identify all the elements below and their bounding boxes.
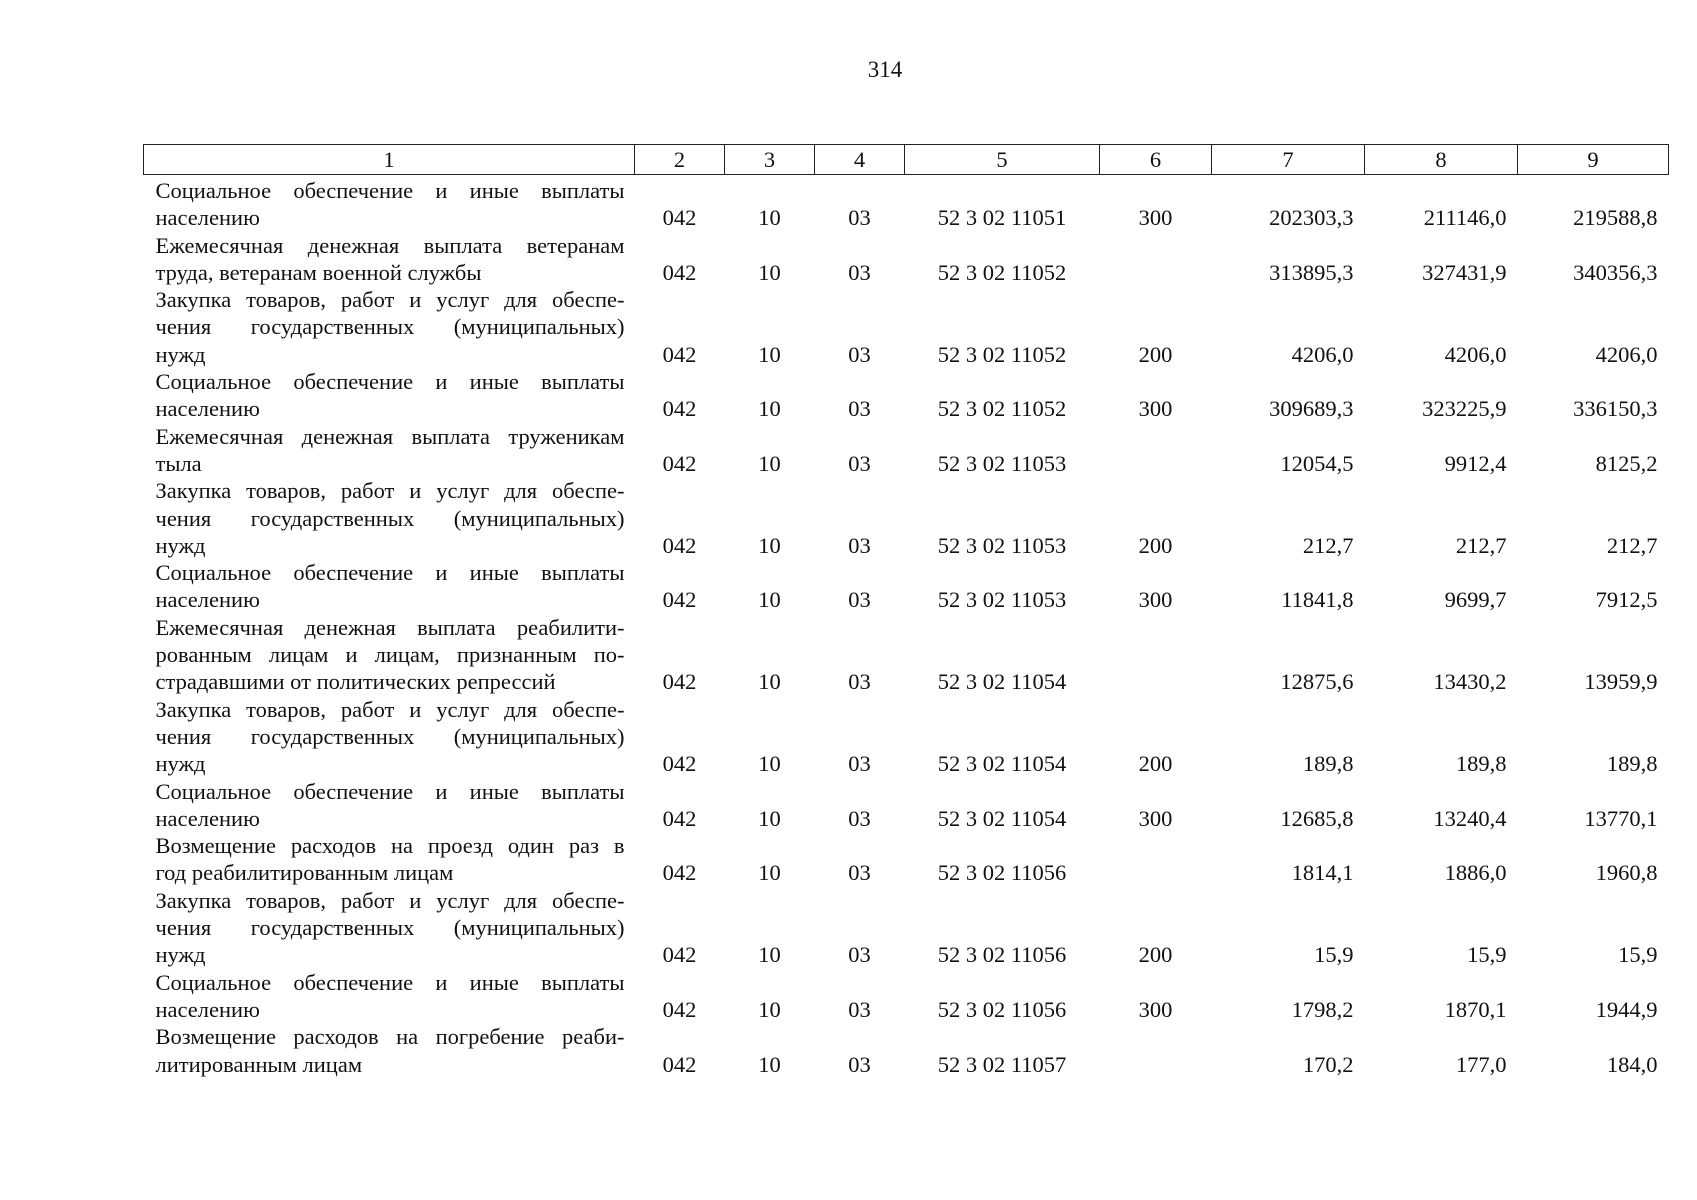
cell-amount-year2: 13240,4 [1433,805,1507,831]
cell-ministry: 042 [662,587,697,613]
item-name-line: населению [155,805,260,831]
cell-expense-type [1100,423,1212,478]
cell-subsection: 03 [848,341,871,367]
table-row [144,423,1669,478]
cell-subsection: 03 [848,751,871,777]
cell-ministry: 042 [662,532,697,558]
cell-item-name [144,477,635,559]
cell-target-article: 52 3 02 11052 [937,341,1067,367]
cell-item-name [144,832,635,887]
table-row [144,232,1669,287]
cell-section: 10 [758,805,781,831]
cell-amount-year1: 11841,8 [1281,587,1354,613]
cell-amount-year2: 13430,2 [1433,669,1507,695]
cell-ministry: 042 [662,805,697,831]
cell-section: 10 [758,996,781,1022]
cell-amount-year1: 1814,1 [1291,860,1354,886]
cell-section: 10 [758,587,781,613]
cell-amount-year2: 189,8 [1455,751,1507,777]
item-name-line: населению [155,996,260,1022]
item-name-line: труда, ветеранам военной службы [155,259,482,285]
cell-subsection: 03 [848,996,871,1022]
cell-amount-year3: 1944,9 [1595,996,1658,1022]
cell-target-article: 52 3 02 11053 [937,450,1067,476]
header-cell-9: 9 [1518,145,1669,175]
cell-expense-type [1100,832,1212,887]
cell-item-name [144,887,635,969]
cell-amount-year3: 219588,8 [1573,205,1658,231]
cell-target-article: 52 3 02 11057 [937,1051,1067,1077]
cell-amount-year2: 211146,0 [1423,205,1507,231]
item-name-line: Социальное обеспечение и иные выплаты [155,969,625,995]
cell-amount-year2: 4206,0 [1444,341,1507,367]
header-cell-1: 1 [144,145,635,175]
item-name-line: год реабилитированным лицам [155,860,454,886]
cell-target-article: 52 3 02 11052 [937,396,1067,422]
cell-amount-year1: 12685,8 [1280,805,1354,831]
cell-item-name [144,423,635,478]
table-row [144,696,1669,778]
item-name-line: населению [155,396,260,422]
cell-ministry: 042 [662,669,697,695]
header-cell-6: 6 [1100,145,1212,175]
cell-amount-year3: 15,9 [1618,942,1658,968]
cell-expense-type: 300 [1138,996,1173,1022]
cell-expense-type: 300 [1138,805,1173,831]
cell-ministry: 042 [662,751,697,777]
cell-amount-year2: 1886,0 [1444,860,1507,886]
cell-target-article: 52 3 02 11054 [937,805,1067,831]
cell-item-name [144,175,635,232]
cell-amount-year3: 184,0 [1606,1051,1658,1077]
cell-section: 10 [758,1051,781,1077]
cell-subsection: 03 [848,805,871,831]
item-name-line: Возмещение расходов на погребение реаби- [155,1024,625,1050]
cell-expense-type: 200 [1138,341,1173,367]
item-name-line: нужд [155,532,206,558]
cell-expense-type [1100,1023,1212,1078]
item-name-line: Ежемесячная денежная выплата реабилити- [155,614,625,640]
item-name-line: Закупка товаров, работ и услуг для обеспе- [155,287,625,313]
cell-target-article: 52 3 02 11056 [937,942,1067,968]
item-name-line: Закупка товаров, работ и услуг для обеспе- [155,478,625,504]
item-name-line: Закупка товаров, работ и услуг для обеспе- [155,696,625,722]
cell-amount-year3: 4206,0 [1595,341,1658,367]
item-name-line: чения государственных (муниципальных) [155,723,625,749]
cell-section: 10 [758,532,781,558]
item-name-line: Социальное обеспечение и иные выплаты [155,178,625,203]
cell-amount-year3: 336150,3 [1573,396,1658,422]
table-row [144,286,1669,368]
cell-target-article: 52 3 02 11053 [937,532,1067,558]
item-name-line: Ежемесячная денежная выплата труженикам [155,423,625,449]
cell-section: 10 [758,751,781,777]
cell-amount-year3: 212,7 [1606,532,1658,558]
item-name-line: чения государственных (муниципальных) [155,314,625,340]
cell-subsection: 03 [848,396,871,422]
cell-item-name [144,368,635,423]
cell-amount-year3: 1960,8 [1595,860,1658,886]
cell-amount-year2: 1870,1 [1444,996,1507,1022]
cell-target-article: 52 3 02 11056 [937,996,1067,1022]
item-name-line: чения государственных (муниципальных) [155,505,625,531]
item-name-line: Возмещение расходов на проезд один раз в [155,833,625,859]
cell-item-name [144,778,635,833]
item-name-line: нужд [155,942,206,968]
cell-expense-type: 300 [1138,205,1173,231]
cell-ministry: 042 [662,396,697,422]
cell-expense-type: 300 [1138,587,1173,613]
cell-amount-year2: 9699,7 [1444,587,1507,613]
item-name-line: чения государственных (муниципальных) [155,915,625,941]
cell-target-article: 52 3 02 11052 [937,259,1067,285]
table-row [144,559,1669,614]
budget-table [143,144,1669,1078]
table-row [144,832,1669,887]
cell-item-name [144,286,635,368]
cell-amount-year3: 340356,3 [1573,259,1658,285]
item-name-line: нужд [155,751,206,777]
cell-target-article: 52 3 02 11051 [937,205,1067,231]
cell-item-name [144,232,635,287]
cell-ministry: 042 [662,341,697,367]
cell-ministry: 042 [662,942,697,968]
cell-section: 10 [758,341,781,367]
cell-item-name [144,696,635,778]
cell-item-name [144,1023,635,1078]
cell-expense-type [1100,232,1212,287]
cell-amount-year1: 15,9 [1314,942,1354,968]
cell-section: 10 [758,450,781,476]
cell-ministry: 042 [662,259,697,285]
table-row [144,969,1669,1024]
table-row [144,477,1669,559]
cell-amount-year1: 309689,3 [1269,396,1354,422]
item-name-line: страдавшими от политических репрессий [155,669,556,695]
cell-amount-year1: 313895,3 [1269,259,1354,285]
item-name-line: населению [155,587,260,613]
cell-section: 10 [758,259,781,285]
table-header [144,145,1669,175]
cell-subsection: 03 [848,587,871,613]
cell-amount-year3: 13770,1 [1584,805,1658,831]
cell-ministry: 042 [662,860,697,886]
cell-amount-year3: 189,8 [1606,751,1658,777]
cell-amount-year1: 4206,0 [1291,341,1354,367]
cell-section: 10 [758,205,781,231]
header-cell-5: 5 [905,145,1100,175]
header-cell-4: 4 [815,145,905,175]
cell-section: 10 [758,669,781,695]
cell-amount-year1: 12054,5 [1280,450,1354,476]
cell-item-name [144,559,635,614]
cell-subsection: 03 [848,532,871,558]
cell-amount-year1: 202303,3 [1269,205,1354,231]
table-row [144,614,1669,696]
table-body [144,175,1669,1078]
cell-amount-year2: 212,7 [1455,532,1507,558]
cell-amount-year1: 12875,6 [1280,669,1354,695]
cell-amount-year2: 327431,9 [1422,259,1507,285]
cell-amount-year2: 9912,4 [1444,450,1507,476]
header-cell-7: 7 [1212,145,1365,175]
cell-section: 10 [758,396,781,422]
cell-item-name [144,969,635,1024]
item-name-line: литированным лицам [155,1051,363,1077]
table-row [144,368,1669,423]
cell-section: 10 [758,860,781,886]
cell-amount-year1: 189,8 [1302,751,1354,777]
table-row [144,778,1669,833]
cell-target-article: 52 3 02 11056 [937,860,1067,886]
item-name-line: Закупка товаров, работ и услуг для обеспе- [155,887,625,913]
cell-ministry: 042 [662,205,697,231]
cell-item-name [144,614,635,696]
cell-subsection: 03 [848,259,871,285]
page-number: 314 [867,57,903,82]
cell-amount-year2: 323225,9 [1422,396,1507,422]
cell-subsection: 03 [848,450,871,476]
cell-subsection: 03 [848,860,871,886]
cell-expense-type: 200 [1138,751,1173,777]
cell-ministry: 042 [662,996,697,1022]
table-row [144,1023,1669,1078]
cell-expense-type: 300 [1138,396,1173,422]
cell-expense-type: 200 [1138,942,1173,968]
cell-amount-year3: 7912,5 [1595,587,1658,613]
cell-expense-type: 200 [1138,532,1173,558]
item-name-line: нужд [155,341,206,367]
cell-target-article: 52 3 02 11054 [937,751,1067,777]
header-cell-3: 3 [725,145,815,175]
item-name-line: Социальное обеспечение и иные выплаты [155,778,625,804]
cell-section: 10 [758,942,781,968]
item-name-line: тыла [155,450,202,476]
cell-amount-year3: 8125,2 [1595,450,1658,476]
header-row [144,145,1669,175]
cell-target-article: 52 3 02 11054 [937,669,1067,695]
cell-ministry: 042 [662,450,697,476]
cell-amount-year2: 177,0 [1455,1051,1507,1077]
cell-expense-type [1100,614,1212,696]
item-name-line: Ежемесячная денежная выплата ветеранам [155,232,625,258]
header-cell-2: 2 [635,145,725,175]
cell-target-article: 52 3 02 11053 [937,587,1067,613]
cell-amount-year3: 13959,9 [1584,669,1658,695]
item-name-line: рованным лицам и лицам, признанным по- [155,642,625,668]
table-row [144,175,1669,232]
cell-subsection: 03 [848,669,871,695]
cell-amount-year2: 15,9 [1467,942,1507,968]
cell-ministry: 042 [662,1051,697,1077]
item-name-line: Социальное обеспечение и иные выплаты [155,369,625,395]
cell-subsection: 03 [848,1051,871,1077]
cell-amount-year1: 1798,2 [1291,996,1354,1022]
cell-amount-year1: 212,7 [1302,532,1354,558]
cell-subsection: 03 [848,205,871,231]
cell-amount-year1: 170,2 [1302,1051,1354,1077]
cell-subsection: 03 [848,942,871,968]
item-name-line: Социальное обеспечение и иные выплаты [155,560,625,586]
header-cell-8: 8 [1365,145,1518,175]
table-row [144,887,1669,969]
item-name-line: населению [155,205,260,231]
